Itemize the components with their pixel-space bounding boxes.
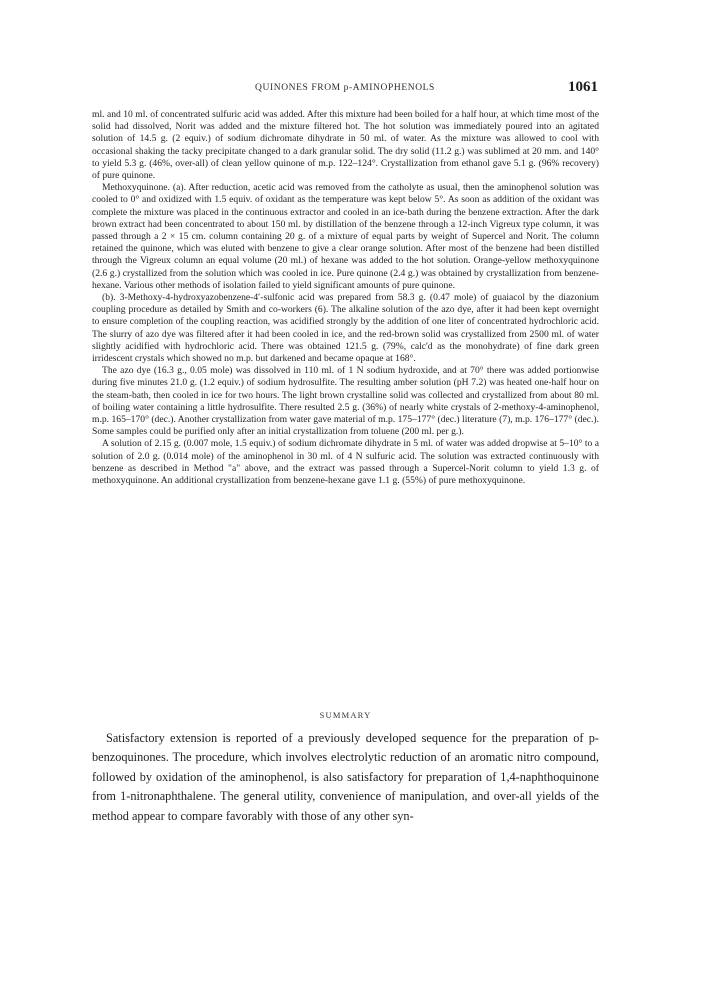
paragraph: A solution of 2.15 g. (0.007 mole, 1.5 equiv.) of sodium dichromate dihydrate in 5 ml. of water was added dropwise at 5–10° to a solution of 2.0 g. (0.014 mole) of the aminophenol in 30 ml. of 4 N sulfuric acid. The solution was extracted continuously with benzene as described in Method "a" above, and the extract was passed through a Supercel-Norit column to yield 1.3 g. of methoxyquinone. An additional crystallization from benzene-hexane gave 1.1 g. (55%) of pure methoxyquinone. bbox=[92, 438, 599, 487]
running-head: QUINONES FROM p-AMINOPHENOLS bbox=[255, 83, 435, 93]
paragraph: Methoxyquinone. (a). After reduction, acetic acid was removed from the catholyte as usual, then the aminophenol solution was cooled to 0° and oxidized with 1.5 equiv. of oxidant as the temperature was kept below 5°. As soon as addition of the oxidant was complete the mixture was placed in the continuous extractor and cooled in an ice-bath during the benzene extraction. After the dark brown extract had been concentrated to about 150 ml. by distillation of the benzene through a 12-inch Vigreux type column, it was passed through a 2 × 15 cm. column containing 20 g. of a mixture of equal parts by weight of Supercel and Norit. The column retained the quinone, which was eluted with benzene to give a clear orange solution. After most of the benzene had been distilled through the Vigreux column an equal volume (20 ml.) of hexane was added to the hot solution. Orange-yellow methoxyquinone (2.6 g.) crystallized from the solution which was cooled in ice. Pure quinone (2.4 g.) was obtained by crystallization from benzene-hexane. Various other methods of isolation failed to yield significant amounts of pure quinone. bbox=[92, 182, 599, 291]
paragraph: ml. and 10 ml. of concentrated sulfuric acid was added. After this mixture had been boiled for a half hour, at which time most of the solid had dissolved, Norit was added and the mixture filtered hot. The hot solution was immediately poured into an agitated solution of 14.5 g. (2 equiv.) of sodium dichromate dihydrate in 50 ml. of water. As the mixture was allowed to cool with occasional shaking the tacky precipitate changed to a dark granular solid. The dry solid (11.2 g.) was sublimed at 20 mm. and 140° to yield 5.3 g. (46%, over-all) of clean yellow quinone of m.p. 122–124°. Crystallization from ethanol gave 5.1 g. (96% recovery) of pure quinone. bbox=[92, 109, 599, 182]
page-number: 1061 bbox=[568, 79, 598, 95]
experimental-section bbox=[92, 109, 599, 487]
summary-paragraph: Satisfactory extension is reported of a previously developed sequence for the preparation of p-benzoquinones. The procedure, which involves electrolytic reduction of an aromatic nitro compound, followed by oxidation of the aminophenol, is also satisfactory for preparation of 1,4-naphthoquinone from 1-nitronaphthalene. The general utility, convenience of manipulation, and over-all yields of the method appear to compare favorably with those of any other syn- bbox=[92, 731, 599, 823]
paragraph: The azo dye (16.3 g., 0.05 mole) was dissolved in 110 ml. of 1 N sodium hydroxide, and at 70° there was added portionwise during five minutes 21.0 g. (1.2 equiv.) of sodium hydrosulfite. The resulting amber solution (pH 7.2) was heated one-half hour on the steam-bath, then cooled in ice for two hours. The light brown crystalline solid was collected and crystallized from about 80 ml. of boiling water containing a little hydrosulfite. There resulted 2.5 g. (36%) of nearly white crystals of 2-methoxy-4-aminophenol, m.p. 165–170° (dec.). Another crystallization from water gave material of m.p. 175–177° (dec.) literature (7), m.p. 176–177° (dec.). Some samples could be purified only after an initial crystallization from toluene (200 ml. per g.). bbox=[92, 365, 599, 438]
page-header bbox=[92, 79, 598, 100]
summary-section bbox=[92, 729, 599, 826]
summary-heading: SUMMARY bbox=[319, 710, 372, 720]
paragraph: (b). 3-Methoxy-4-hydroxyazobenzene-4′-sulfonic acid was prepared from 58.3 g. (0.47 mole) of guaiacol by the diazonium coupling procedure as detailed by Smith and co-workers (6). The alkaline solution of the azo dye, after it had been kept overnight to ensure completion of the coupling reaction, was acidified strongly by the addition of one liter of concentrated hydrochloric acid. The slurry of azo dye was filtered after it had been cooled in ice, and the red-brown solid was crystallized from 2500 ml. of water slightly acidified with hydrochloric acid. There was obtained 121.5 g. (79%, calc'd as the monohydrate) of fine dark green irridescent crystals which showed no m.p. but darkened and became opaque at 168°. bbox=[92, 292, 599, 365]
